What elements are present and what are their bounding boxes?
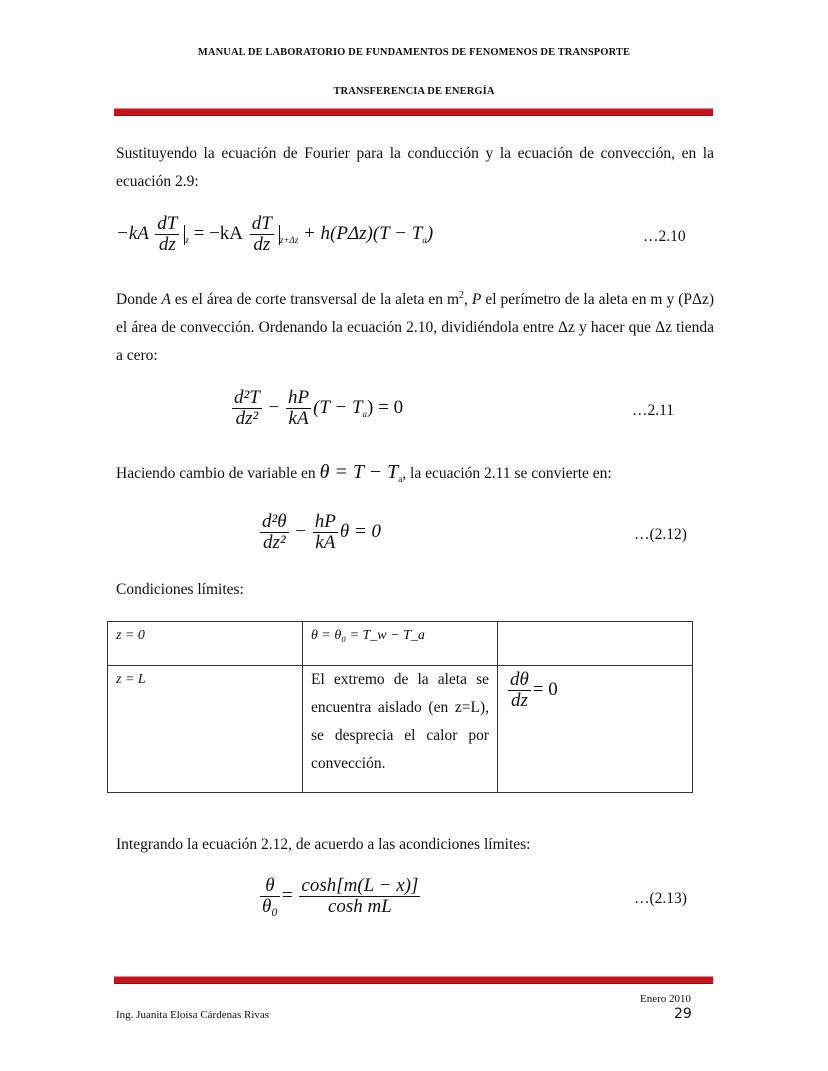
boundary-conditions-table (107, 621, 693, 793)
equation-number: …2.10 (643, 228, 686, 245)
page-number: 29 (674, 1006, 692, 1022)
eq-term: −kA (116, 222, 149, 244)
section-title: TRANSFERENCIA DE ENERGÍA (333, 86, 495, 97)
eq-term: = −kA (193, 222, 244, 244)
paragraph-intro: Sustituyendo la ecuación de Fourier para la conducción y la ecuación de convección, en la ecuación 2.9: (116, 145, 714, 190)
table-cell: El extremo de la aleta se encuentra aislado (en z=L), se desprecia el calor por convección. (311, 671, 489, 772)
equation-number: …(2.12) (634, 526, 687, 543)
footer-author: Ing. Juanita Eloísa Cárdenas Rivas (116, 1009, 270, 1021)
footer-divider (114, 976, 713, 983)
equation-2-10: −kA $\frac{dT}{dz}$ $_z$ = −kA $\frac{dT}{dz}$ $_{z+\Delta z} + h(P\Delta z)(T - T_a)$ …2.10 (116, 213, 686, 255)
equation-2-11: $\frac{\text{d²T}}{\text{dz²}}$ − $\frac{hP}{kA}$ $(T - T_a) = 0$ …2.11 (234, 387, 675, 429)
eval-subscript: z+Δz (279, 234, 299, 245)
header-divider (114, 108, 713, 115)
paragraph-integration: Integrando la ecuación 2.12, de acuerdo a las acondiciones límites: (116, 836, 531, 853)
paragraph-variable-change: Haciendo cambio de variable en $\theta = T - T_a$, la ecuación 2.11 se convierte en: (116, 461, 612, 484)
table-cell: z = 0 (116, 628, 145, 643)
table-cell: θ = θ₀ = T_w − T_a (311, 628, 425, 643)
manual-title: MANUAL DE LABORATORIO DE FUNDAMENTOS DE FENOMENOS DE TRANSPORTE (197, 47, 631, 58)
footer-date: Enero 2010 (640, 993, 692, 1005)
eval-subscript: z (185, 234, 189, 245)
eq-term: + h(PΔz)(T − T (302, 222, 423, 244)
equation-2-13: $\frac{\theta}{\text{θ₀}}$ = $\frac{\cosh[m(L - x)]}{\text{cosh mL}}$ …(2.13) (262, 875, 687, 917)
equation-number: …2.11 (632, 402, 675, 419)
table-cell: $\frac{d\theta}{dz}$ = 0 (510, 669, 558, 711)
table-cell: z = L (116, 672, 146, 687)
fraction: $\frac{dT}{dz}$ (251, 213, 272, 255)
paragraph-boundary-conditions: Condiciones límites: (116, 581, 244, 598)
paragraph-definitions: Donde A es el área de corte transversal de la aleta en $m^2$, P el perímetro de la aleta en m y (PΔz) el área de convección. Ordenando la ecuación 2.10, dividiéndola entre Δz y hacer que Δz tienda a cero: (116, 290, 715, 365)
fraction: $\frac{dT}{dz}$ (157, 213, 178, 255)
equation-number: …(2.13) (634, 890, 687, 907)
table-row (108, 666, 693, 793)
table-row (108, 622, 693, 666)
equation-2-12: $\frac{\text{d²θ}}{\text{dz²}}$ − $\frac{hP}{kA}$ θ = 0 …(2.12) (262, 511, 687, 553)
